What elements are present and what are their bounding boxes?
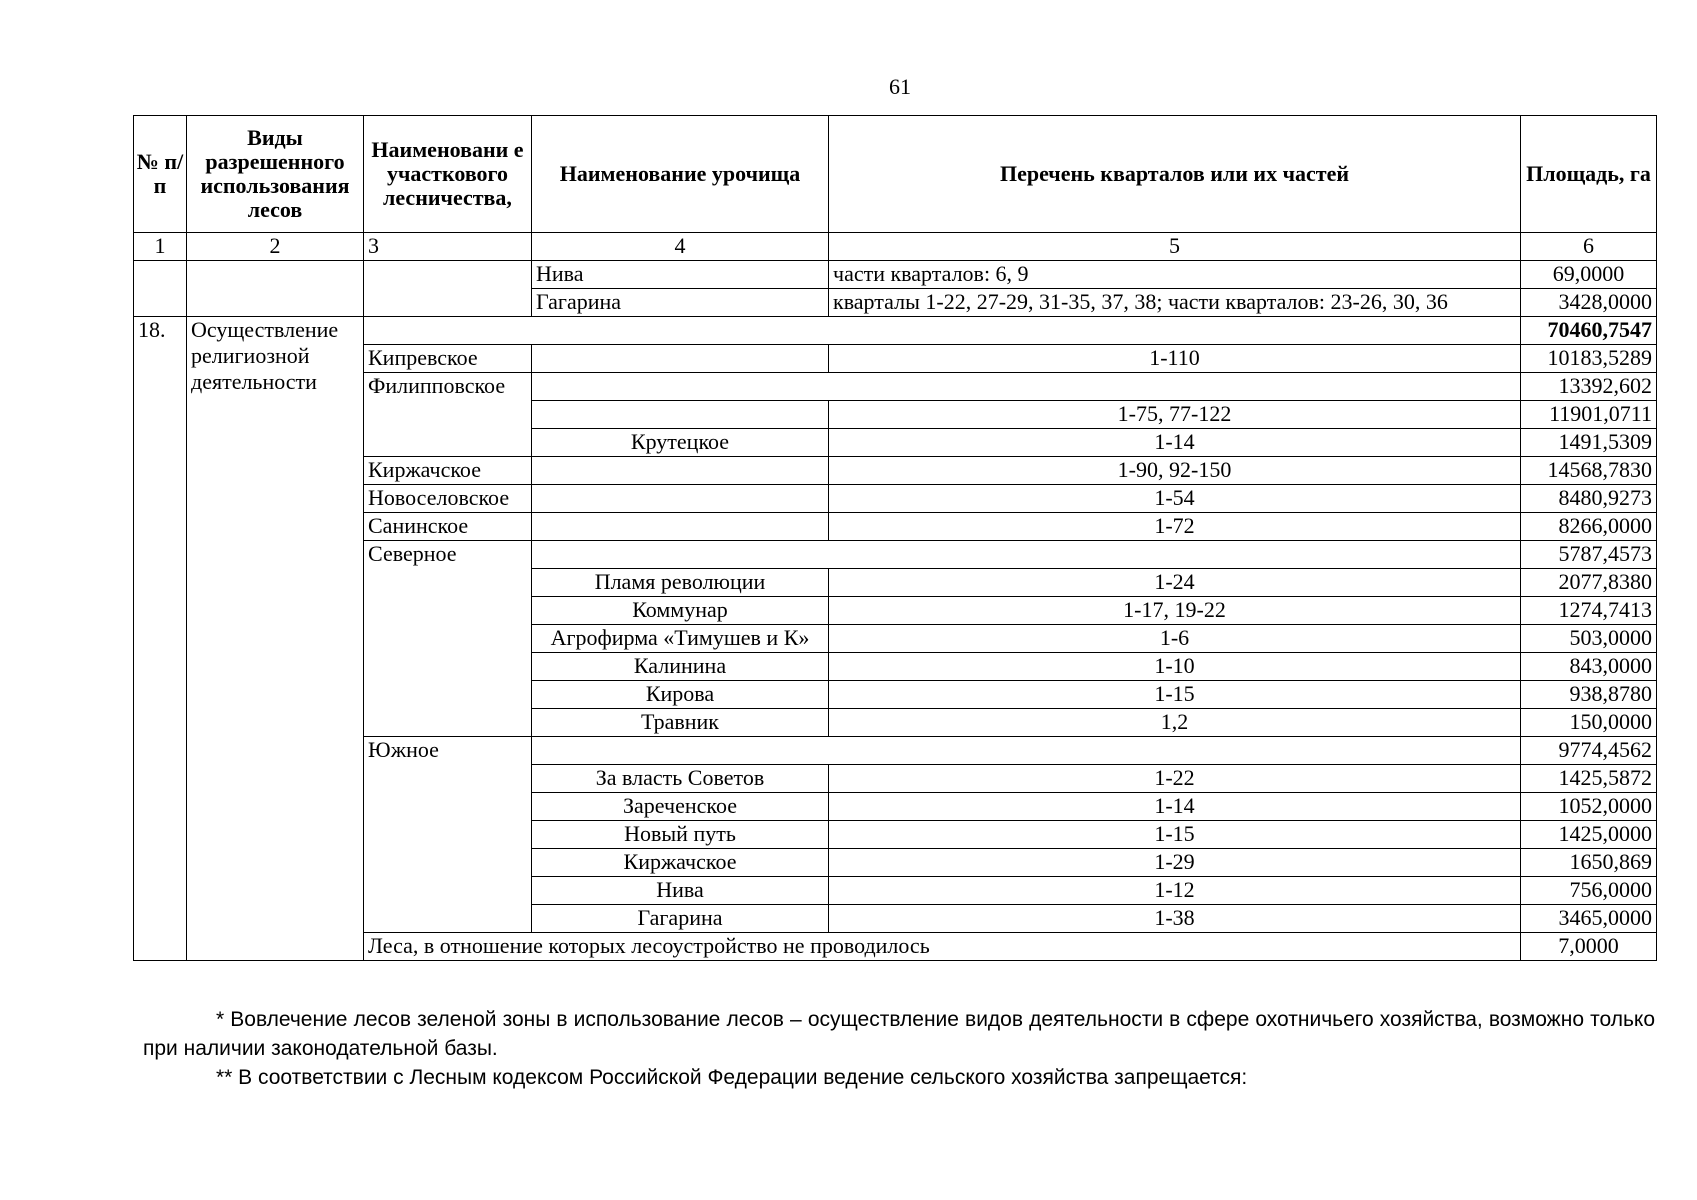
- forest-use-table: [133, 115, 1657, 961]
- table-row: [134, 261, 1657, 289]
- column-number: 3: [364, 233, 532, 261]
- area-cell: 1425,0000: [1521, 821, 1657, 849]
- quarters-cell: 1-72: [829, 513, 1521, 541]
- table-row: [134, 317, 1657, 345]
- area-cell: 3465,0000: [1521, 905, 1657, 933]
- area-cell: 5787,4573: [1521, 541, 1657, 569]
- header-number: № п/п: [134, 116, 187, 233]
- header-tract: Наименование урочища: [532, 116, 829, 233]
- quarters-cell: 1-17, 19-22: [829, 597, 1521, 625]
- quarters-cell: 1-15: [829, 821, 1521, 849]
- footnote-2: ** В соответствии с Лесным кодексом Российской Федерации ведение сельского хозяйства запрещается:: [216, 1066, 1248, 1089]
- area-cell: 3428,0000: [1521, 289, 1657, 317]
- column-number: 4: [532, 233, 829, 261]
- quarters-cell: 1-14: [829, 793, 1521, 821]
- header-forestry: Наименовани е участкового лесничества,: [364, 116, 532, 233]
- quarters-cell: 1-6: [829, 625, 1521, 653]
- area-cell: 69,0000: [1521, 261, 1657, 289]
- footnote-1: * Вовлечение лесов зеленой зоны в использование лесов – осуществление видов деятельности в сфере охотничьего хозяйства, возможно только при наличии законодательной базы.: [143, 1008, 1655, 1060]
- area-cell: 1491,5309: [1521, 429, 1657, 457]
- item-number: 18.: [134, 317, 187, 961]
- column-number: 5: [829, 233, 1521, 261]
- column-numbers-row: [134, 233, 1657, 261]
- area-cell: 14568,7830: [1521, 457, 1657, 485]
- quarters-cell: 1-12: [829, 877, 1521, 905]
- forestry-cell: Кипревское: [364, 345, 532, 373]
- tract-cell: Зареченское: [532, 793, 829, 821]
- forestry-cell: Киржачское: [364, 457, 532, 485]
- quarters-cell: 1-110: [829, 345, 1521, 373]
- tract-cell: Агрофирма «Тимушев и К»: [532, 625, 829, 653]
- area-cell: 9774,4562: [1521, 737, 1657, 765]
- header-area: Площадь, га: [1521, 116, 1657, 233]
- page-number: 61: [889, 74, 911, 99]
- footnotes: [143, 1005, 1655, 1092]
- tract-cell: Калинина: [532, 653, 829, 681]
- area-cell: 10183,5289: [1521, 345, 1657, 373]
- tract-cell: Гагарина: [532, 905, 829, 933]
- forestry-cell: Новоселовское: [364, 485, 532, 513]
- area-cell: 8266,0000: [1521, 513, 1657, 541]
- tract-cell: Травник: [532, 709, 829, 737]
- quarters-cell: кварталы 1-22, 27-29, 31-35, 37, 38; части кварталов: 23-26, 30, 36: [829, 289, 1521, 317]
- tract-cell: Киржачское: [532, 849, 829, 877]
- area-cell: 1052,0000: [1521, 793, 1657, 821]
- area-cell: 1274,7413: [1521, 597, 1657, 625]
- area-cell: 1425,5872: [1521, 765, 1657, 793]
- tract-cell: Кирова: [532, 681, 829, 709]
- use-type-cell: Осуществление религиозной деятельности: [187, 317, 364, 961]
- quarters-cell: 1-15: [829, 681, 1521, 709]
- quarters-cell: 1-29: [829, 849, 1521, 877]
- area-cell: 503,0000: [1521, 625, 1657, 653]
- quarters-cell: части кварталов: 6, 9: [829, 261, 1521, 289]
- tract-cell: Новый путь: [532, 821, 829, 849]
- area-cell: 1650,869: [1521, 849, 1657, 877]
- quarters-cell: 1-24: [829, 569, 1521, 597]
- column-number: 6: [1521, 233, 1657, 261]
- area-cell: 756,0000: [1521, 877, 1657, 905]
- quarters-cell: 1-38: [829, 905, 1521, 933]
- tract-cell: Крутецкое: [532, 429, 829, 457]
- area-cell: 8480,9273: [1521, 485, 1657, 513]
- tract-cell: Гагарина: [532, 289, 829, 317]
- forestry-cell: Филипповское: [364, 373, 532, 457]
- area-cell: 13392,602: [1521, 373, 1657, 401]
- forestry-cell: Южное: [364, 737, 532, 933]
- quarters-cell: 1,2: [829, 709, 1521, 737]
- quarters-cell: 1-75, 77-122: [829, 401, 1521, 429]
- tract-cell: Пламя революции: [532, 569, 829, 597]
- table-header-row: [134, 116, 1657, 233]
- area-cell: 150,0000: [1521, 709, 1657, 737]
- tract-cell: Коммунар: [532, 597, 829, 625]
- quarters-cell: 1-10: [829, 653, 1521, 681]
- quarters-cell: 1-22: [829, 765, 1521, 793]
- quarters-cell: 1-90, 92-150: [829, 457, 1521, 485]
- unmanaged-forests-label: Леса, в отношение которых лесоустройство не проводилось: [364, 933, 1521, 961]
- forestry-cell: Северное: [364, 541, 532, 737]
- tract-cell: Нива: [532, 261, 829, 289]
- area-cell: 2077,8380: [1521, 569, 1657, 597]
- tract-cell: За власть Советов: [532, 765, 829, 793]
- area-cell: 11901,0711: [1521, 401, 1657, 429]
- area-cell: 843,0000: [1521, 653, 1657, 681]
- total-area-cell: 70460,7547: [1521, 317, 1657, 345]
- header-use-type: Виды разрешенного использования лесов: [187, 116, 364, 233]
- quarters-cell: 1-54: [829, 485, 1521, 513]
- quarters-cell: 1-14: [829, 429, 1521, 457]
- area-cell: 938,8780: [1521, 681, 1657, 709]
- area-cell: 7,0000: [1521, 933, 1657, 961]
- forestry-cell: Санинское: [364, 513, 532, 541]
- column-number: 2: [187, 233, 364, 261]
- header-quarters: Перечень кварталов или их частей: [829, 116, 1521, 233]
- column-number: 1: [134, 233, 187, 261]
- tract-cell: Нива: [532, 877, 829, 905]
